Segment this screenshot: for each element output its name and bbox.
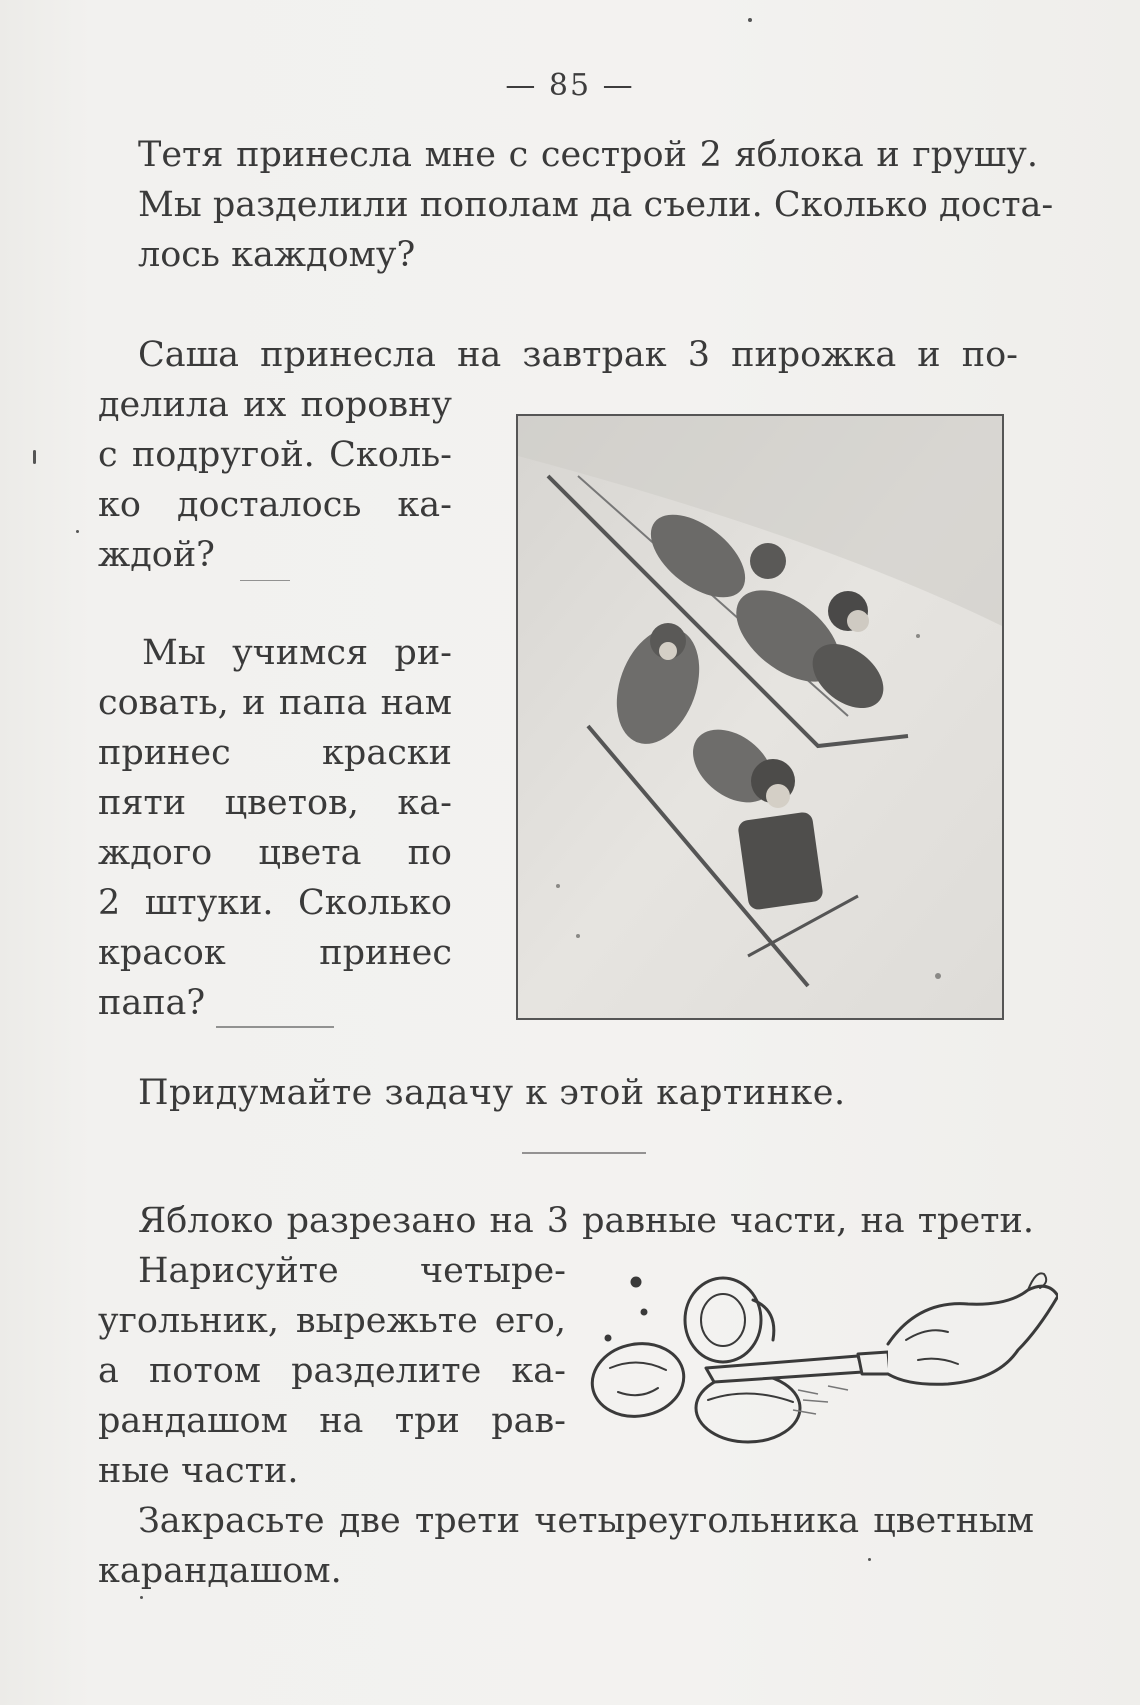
problem-4-line: рандашом на три рав-	[98, 1401, 566, 1441]
picture-task-text: Придумайте задачу к этой картинке.	[138, 1073, 846, 1113]
problem-3-line: совать, и папа нам	[98, 683, 452, 723]
separator-rule	[522, 1152, 646, 1154]
problem-1-line: Мы разделили пополам да съели. Сколько доста-	[138, 185, 1054, 225]
problem-4-line: Нарисуйте четыре-	[138, 1251, 566, 1291]
problem-2	[98, 380, 452, 580]
problem-3-line: Мы учимся ри-	[142, 633, 452, 673]
problem-2-line: ждой?	[98, 535, 215, 575]
problem-4-line: Закрасьте две трети четыреугольника цветным	[138, 1501, 1034, 1541]
problem-4-line: Яблоко разрезано на 3 равные части, на трети.	[138, 1201, 1034, 1241]
problem-4-line: угольник, вырежьте его,	[98, 1301, 566, 1341]
problem-3-line: пяти цветов, ка-	[98, 783, 452, 823]
problem-4-final	[98, 1496, 1034, 1596]
sledding-photo-illustration	[518, 416, 1002, 1018]
separator-rule	[240, 580, 290, 581]
print-speck	[33, 450, 36, 464]
problem-2-first-line	[138, 330, 1018, 380]
print-speck	[868, 1558, 871, 1561]
problem-3-line: папа?	[98, 983, 206, 1023]
problem-1-line: Тетя принесла мне с сестрой 2 яблока и грушу.	[138, 135, 1038, 175]
print-speck	[76, 530, 79, 533]
problem-3-line: 2 штуки. Сколько	[98, 883, 452, 923]
separator-rule	[216, 1026, 334, 1028]
problem-2-line: делила их поровну	[98, 385, 452, 425]
problem-2-line: ко досталось ка-	[98, 485, 452, 525]
problem-4-line: а потом разделите ка-	[98, 1351, 566, 1391]
print-speck	[748, 18, 752, 22]
problem-1-line: лось каждому?	[138, 235, 416, 275]
problem-4-line: карандашом.	[98, 1551, 342, 1591]
apple-cutting-illustration	[588, 1260, 1058, 1450]
problem-2-line: Саша принесла на завтрак 3 пирожка и по-	[138, 335, 1018, 375]
sledding-children-photo	[516, 414, 1004, 1020]
problem-3	[98, 628, 452, 1028]
problem-1	[138, 130, 1054, 280]
problem-4	[98, 1246, 566, 1496]
problem-4-first-line	[138, 1196, 1034, 1246]
problem-3-line: ждого цвета по	[98, 833, 452, 873]
problem-3-line: принес краски	[98, 733, 452, 773]
picture-task	[138, 1068, 898, 1118]
problem-3-line: красок принес	[98, 933, 452, 973]
problem-2-line: с подругой. Сколь-	[98, 435, 452, 475]
print-speck	[140, 1596, 143, 1599]
problem-4-line: ные части.	[98, 1451, 299, 1491]
page-number: — 85 —	[505, 68, 635, 103]
